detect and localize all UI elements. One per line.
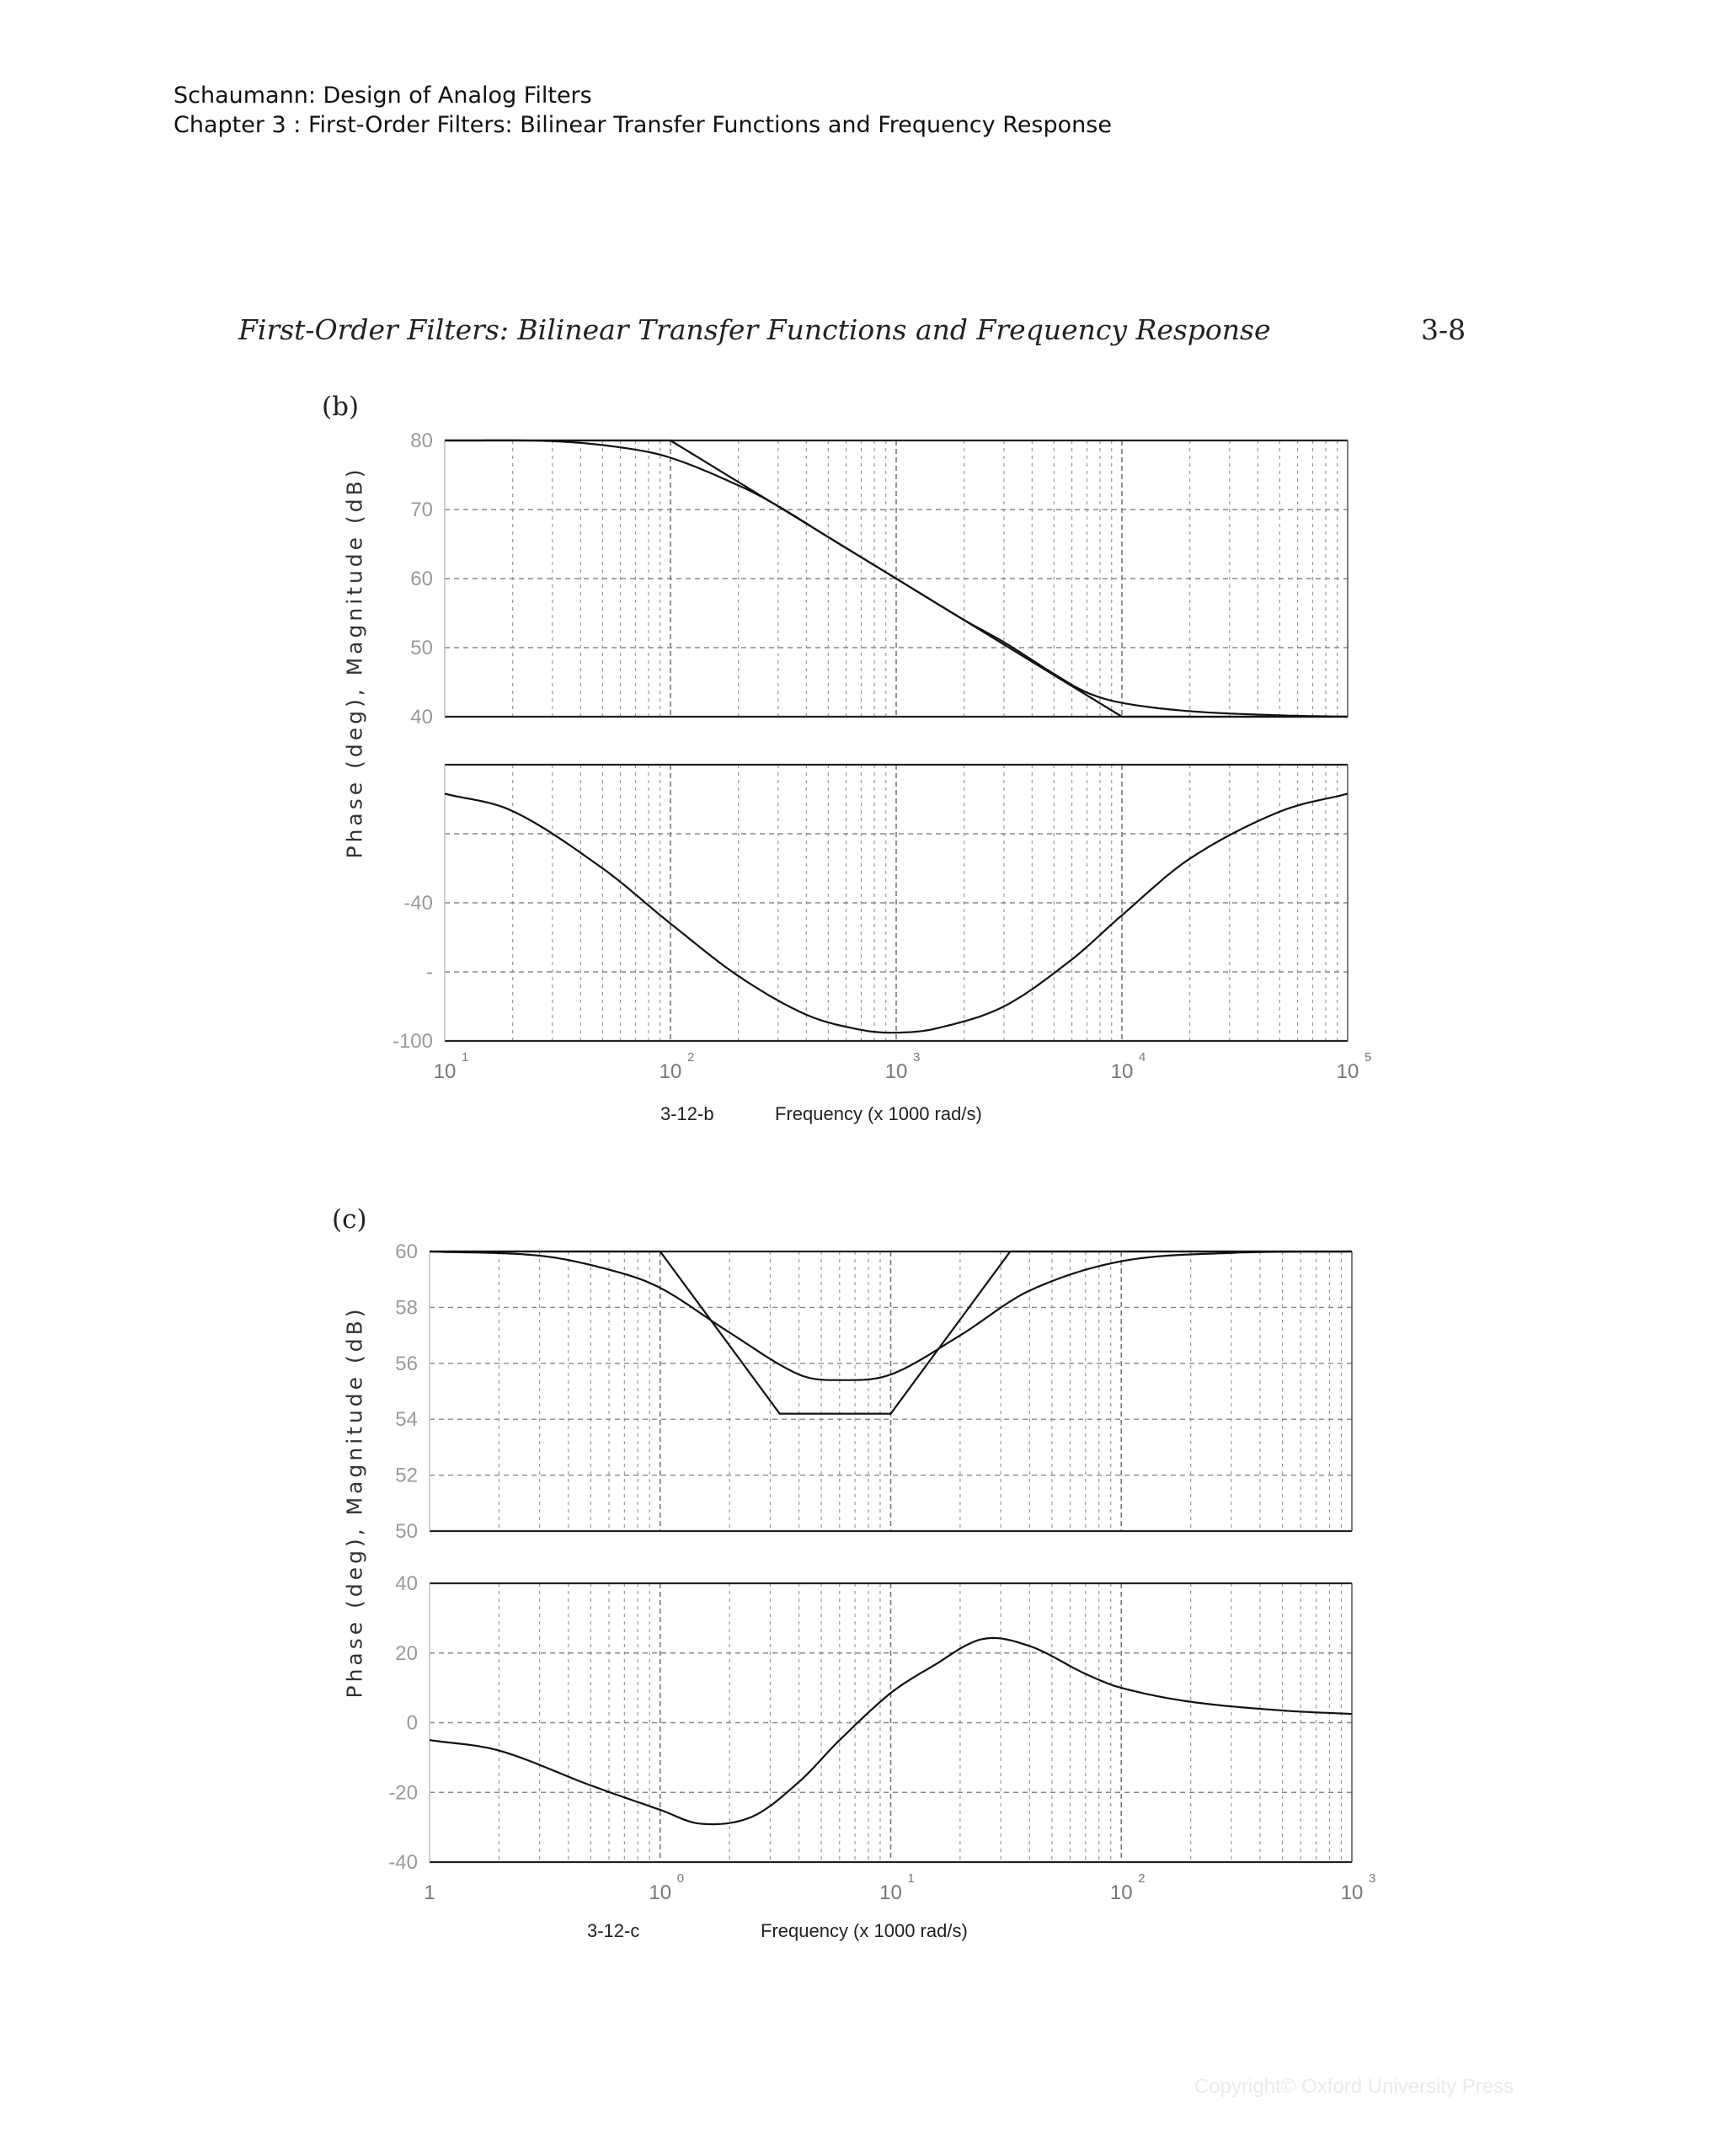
fig-c-xtick-label: 1 [424, 1881, 435, 1904]
fig-b-xtick-exponent: 1 [462, 1050, 469, 1065]
header-book-title: Schaumann: Design of Analog Filters [174, 83, 592, 109]
fig-b-xtick-label: 10 [1336, 1060, 1359, 1083]
page-title: First-Order Filters: Bilinear Transfer Functions and Frequency Response [238, 313, 1271, 346]
page-number: 3-8 [1421, 313, 1466, 346]
figure-c-label: (c) [332, 1204, 367, 1235]
fig-b-xtick-label: 10 [1110, 1060, 1134, 1083]
figure-c-xlabel: Frequency (x 1000 rad/s) [761, 1920, 968, 1941]
fig-b-xtick-exponent: 5 [1365, 1050, 1372, 1065]
figure-b-label: (b) [322, 392, 360, 422]
fig-b-phase-ytick-label: - [426, 961, 433, 984]
fig-c-phase-ytick-label: -40 [388, 1851, 418, 1874]
figure-b-xlabel: Frequency (x 1000 rad/s) [775, 1103, 982, 1124]
copyright-footer: Copyright© Oxford University Press [1194, 2075, 1514, 2098]
fig-c-magnitude-ytick-label: 58 [395, 1296, 418, 1320]
fig-c-magnitude-ytick-label: 60 [395, 1241, 418, 1263]
fig-b-xtick-exponent: 4 [1139, 1050, 1146, 1065]
figure-c-ylabel: Phase (deg), Magnitude (dB) [342, 1305, 367, 1699]
figure-c-id: 3-12-c [587, 1920, 640, 1941]
fig-b-phase-ytick-label: -100 [392, 1030, 433, 1053]
fig-c-xtick-label: 10 [879, 1881, 902, 1904]
fig-c-phase-ytick-label: -20 [388, 1781, 418, 1805]
fig-c-xtick-exponent: 3 [1369, 1871, 1376, 1886]
fig-c-xtick-label: 10 [1109, 1881, 1133, 1904]
fig-c-xtick-label: 10 [1340, 1881, 1364, 1904]
fig-c-xtick-exponent: 1 [907, 1871, 915, 1886]
fig-c-magnitude-ytick-label: 56 [395, 1352, 418, 1375]
fig-c-phase-ytick-label: 20 [395, 1641, 418, 1665]
fig-b-xtick-label: 10 [884, 1060, 908, 1083]
fig-b-xtick-exponent: 3 [913, 1050, 921, 1065]
fig-b-magnitude-ytick-label: 40 [410, 706, 433, 728]
fig-c-magnitude-ytick-label: 52 [395, 1464, 418, 1487]
fig-b-magnitude-ytick-label: 80 [410, 430, 433, 452]
fig-c-magnitude-ytick-label: 50 [395, 1520, 418, 1543]
fig-b-xtick-label: 10 [659, 1060, 682, 1083]
fig-b-xtick-label: 10 [433, 1060, 457, 1083]
fig-c-phase-ytick-label: 0 [406, 1711, 418, 1735]
fig-b-magnitude-ytick-label: 70 [410, 499, 433, 521]
figure-b-ylabel: Phase (deg), Magnitude (dB) [342, 466, 367, 859]
fig-c-xtick-exponent: 2 [1138, 1871, 1146, 1886]
fig-c-xtick-exponent: 0 [676, 1871, 685, 1886]
fig-c-magnitude-ytick-label: 54 [395, 1408, 418, 1432]
fig-c-phase-ytick-label: 40 [395, 1572, 418, 1595]
fig-b-phase-ytick-label: -40 [403, 892, 433, 915]
header-chapter-title: Chapter 3 : First-Order Filters: Bilinear Transfer Functions and Frequency Response [174, 112, 1112, 138]
fig-c-xtick-label: 10 [649, 1881, 672, 1904]
fig-b-magnitude-ytick-label: 50 [410, 637, 433, 659]
figure-b-id: 3-12-b [660, 1103, 714, 1124]
fig-b-xtick-exponent: 2 [687, 1050, 695, 1065]
fig-b-magnitude-ytick-label: 60 [410, 568, 433, 590]
